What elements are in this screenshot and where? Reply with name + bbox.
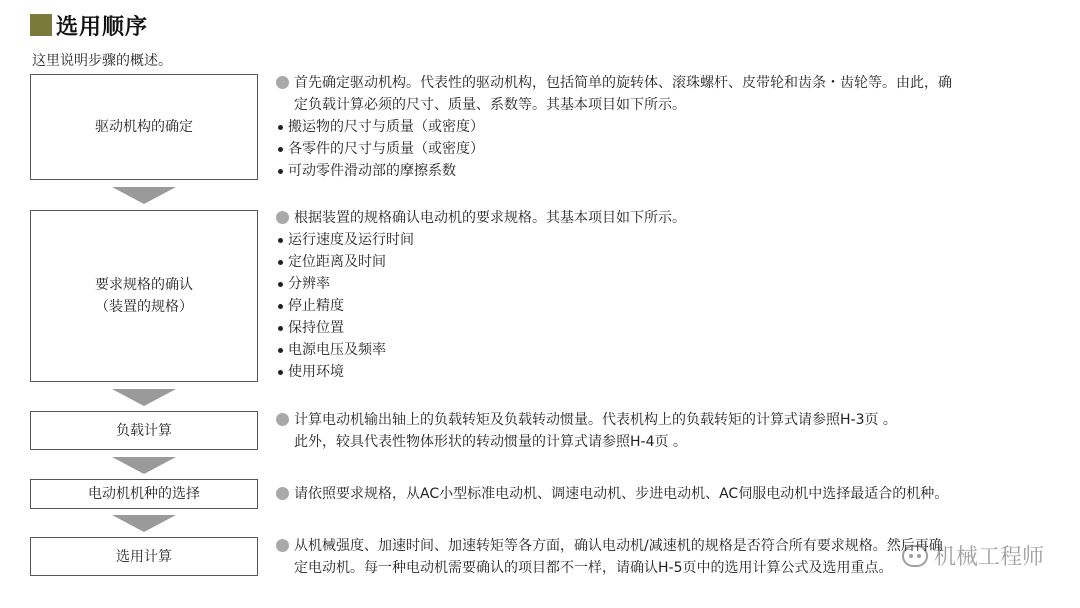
list-item-text: 各零件的尺寸与质量（或密度） <box>288 141 484 157</box>
step-box-selection-calc <box>30 537 258 576</box>
bullet-circle-icon <box>276 76 289 89</box>
bullet-circle-icon <box>276 211 289 224</box>
list-item-text: 搬运物的尺寸与质量（或密度） <box>288 119 484 135</box>
step-label-line: 负载计算 <box>116 422 172 439</box>
list-item <box>276 160 952 182</box>
bullet-dot-icon <box>278 169 283 174</box>
step-description-text: 请依照要求规格，从AC小型标准电动机、调速电动机、步进电动机、AC伺服电动机中选择最适合的机种。 <box>294 486 949 502</box>
list-item-text: 分辨率 <box>288 276 330 292</box>
list-item-text: 定位距离及时间 <box>288 254 386 270</box>
down-arrow-icon <box>112 187 176 204</box>
bullet-dot-icon <box>278 147 283 152</box>
list-item <box>276 138 952 160</box>
down-arrow-icon <box>112 389 176 406</box>
bullet-dot-icon <box>278 348 283 353</box>
list-item-text: 运行速度及运行时间 <box>288 232 414 248</box>
list-item <box>276 339 686 361</box>
page-title: 选用顺序 <box>56 14 149 40</box>
list-item <box>276 317 686 339</box>
step-label-line: 电动机机种的选择 <box>88 486 200 502</box>
bullet-circle-icon <box>276 487 289 500</box>
step-description-text: 首先确定驱动机构。代表性的驱动机构，包括简单的旋转体、滚珠螺杆、皮带轮和齿条・齿轮等。由此，确 定负载计算必须的尺寸、质量、系数等。其基本项目如下所示。 <box>294 75 952 113</box>
step-label-line: 选用计算 <box>116 548 172 565</box>
step-description-4 <box>276 483 948 505</box>
intro-text: 这里说明步骤的概述。 <box>32 53 172 69</box>
step-description-text: 计算电动机输出轴上的负载转矩及负载转动惯量。代表机构上的负载转矩的计算式请参照H-3页 。 此外，较具代表性物体形状的转动惯量的计算式请参照H-4页 。 <box>294 412 897 450</box>
step-description-3 <box>276 409 897 453</box>
bullet-dot-icon <box>278 304 283 309</box>
bullet-dot-icon <box>278 370 283 375</box>
list-item-text: 停止精度 <box>288 298 344 314</box>
down-arrow-icon <box>112 515 176 532</box>
list-item <box>276 273 686 295</box>
step-description-1 <box>276 72 952 182</box>
step-description-text: 从机械强度、加速时间、加速转矩等各方面，确认电动机/减速机的规格是否符合所有要求规格。然后再确 定电动机。每一种电动机需要确认的项目都不一样，请确认H-5页中的选用计算公式及选用重点。 <box>294 538 943 576</box>
list-item-text: 保持位置 <box>288 320 344 336</box>
step-box-load-calc <box>30 411 258 450</box>
section-header <box>30 10 148 40</box>
step-description-text: 根据装置的规格确认电动机的要求规格。其基本项目如下所示。 <box>294 210 686 226</box>
step-box-drive-mechanism <box>30 74 258 180</box>
watermark-text: 机械工程师 <box>933 545 1044 570</box>
list-item <box>276 251 686 273</box>
list-item <box>276 361 686 383</box>
step-description-5 <box>276 535 943 579</box>
step-box-requirement-spec <box>30 210 258 382</box>
list-item <box>276 295 686 317</box>
bullet-circle-icon <box>276 413 289 426</box>
bullet-dot-icon <box>278 125 283 130</box>
bullet-dot-icon <box>278 260 283 265</box>
list-item-text: 电源电压及频率 <box>288 342 386 358</box>
bullet-dot-icon <box>278 326 283 331</box>
list-item-text: 使用环境 <box>288 364 344 380</box>
down-arrow-icon <box>112 457 176 474</box>
list-item <box>276 229 686 251</box>
watermark <box>902 540 1044 571</box>
wechat-icon <box>902 545 928 567</box>
step-description-2 <box>276 207 686 383</box>
bullet-dot-icon <box>278 282 283 287</box>
list-item-text: 可动零件滑动部的摩擦系数 <box>288 163 456 179</box>
list-item <box>276 116 952 138</box>
step-label-line: （装置的规格） <box>95 299 193 315</box>
bullet-dot-icon <box>278 238 283 243</box>
step-box-motor-type <box>30 479 258 509</box>
title-marker-square <box>30 14 52 36</box>
step-label-line: 驱动机构的确定 <box>95 119 193 135</box>
bullet-circle-icon <box>276 539 289 552</box>
step-label-line: 要求规格的确认 <box>95 277 193 293</box>
